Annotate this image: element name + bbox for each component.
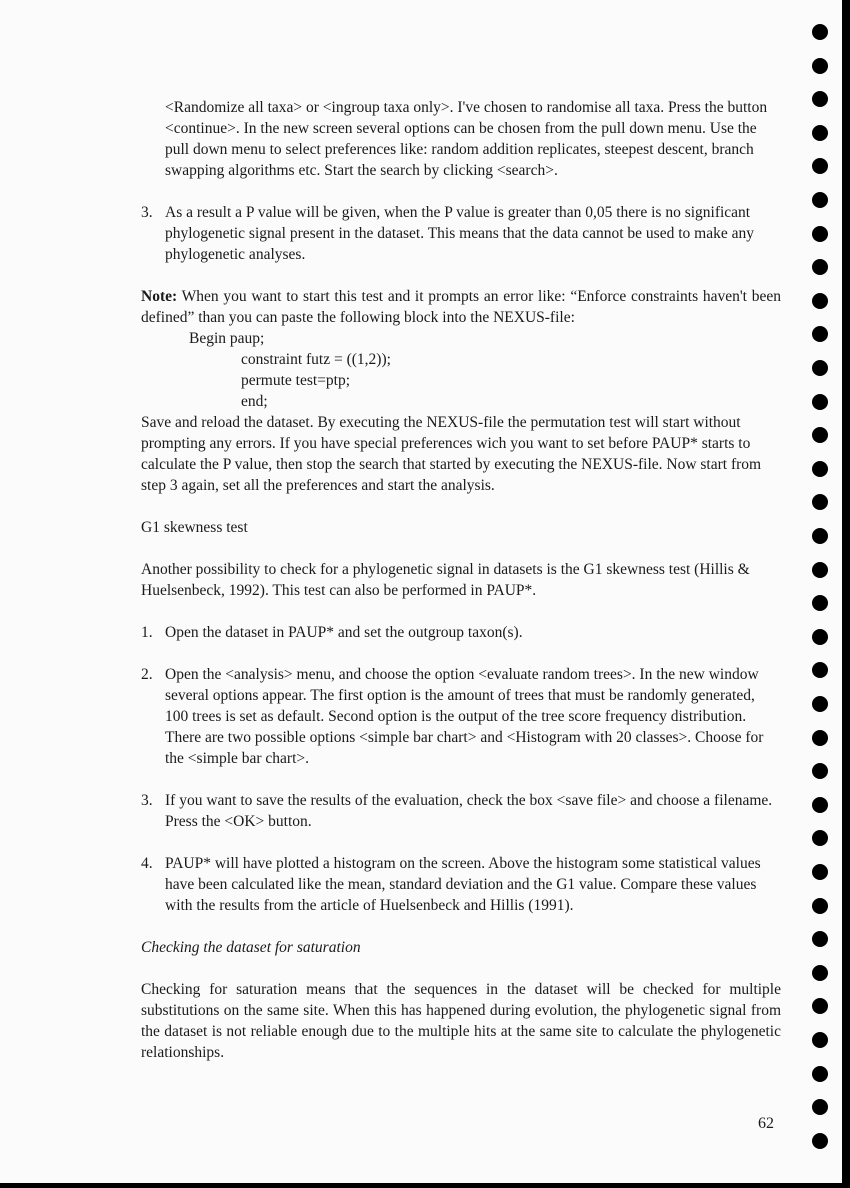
list-item-g1-step-4 xyxy=(141,853,781,916)
binding-hole xyxy=(812,259,828,275)
binding-hole xyxy=(812,730,828,746)
list-item-g1-step-3 xyxy=(141,790,781,832)
saturation-paragraph: Checking for saturation means that the sequences in the dataset will be checked for multiple substitutions on the same site. When this has happened during evolution, the phylogenetic signal from the dataset is not reliable enough due to the multiple hits at the same site to calculate the phylogenetic relationships. xyxy=(141,981,781,1061)
section-heading-g1: G1 skewness test xyxy=(141,519,248,536)
binding-hole xyxy=(812,830,828,846)
binding-hole xyxy=(812,427,828,443)
binding-hole xyxy=(812,965,828,981)
list-number: 3. xyxy=(141,204,153,221)
binding-holes xyxy=(812,24,832,1174)
binding-hole xyxy=(812,864,828,880)
code-block xyxy=(141,328,781,412)
binding-hole xyxy=(812,293,828,309)
binding-hole xyxy=(812,1032,828,1048)
code-line: permute test=ptp; xyxy=(241,372,351,389)
note-text: When you want to start this test and it prompts an error like: “Enforce constraints haven't been defined” than you can paste the following block into the NEXUS-file: xyxy=(141,288,781,326)
binding-hole xyxy=(812,797,828,813)
list-text: If you want to save the results of the evaluation, check the box <save file> and choose a filename. Press the <OK> button. xyxy=(165,792,773,830)
g1-paragraph: Another possibility to check for a phylogenetic signal in datasets is the G1 skewness test (Hillis & Huelsenbeck, 1992). This test can also be performed in PAUP*. xyxy=(141,561,750,599)
binding-hole xyxy=(812,125,828,141)
binding-hole xyxy=(812,595,828,611)
list-number: 4. xyxy=(141,855,153,872)
page-number: 62 xyxy=(758,1115,774,1132)
note-paragraph xyxy=(141,286,781,328)
binding-hole xyxy=(812,394,828,410)
binding-hole xyxy=(812,91,828,107)
list-item-g1-step-2 xyxy=(141,664,781,769)
code-line: constraint futz = ((1,2)); xyxy=(241,351,391,368)
binding-hole xyxy=(812,696,828,712)
binding-hole xyxy=(812,158,828,174)
binding-hole xyxy=(812,1099,828,1115)
binding-hole xyxy=(812,58,828,74)
binding-hole xyxy=(812,360,828,376)
binding-hole xyxy=(812,461,828,477)
binding-hole xyxy=(812,24,828,40)
note-label: Note: xyxy=(141,288,178,305)
list-number: 1. xyxy=(141,624,153,641)
binding-hole xyxy=(812,931,828,947)
binding-hole xyxy=(812,898,828,914)
binding-hole xyxy=(812,763,828,779)
binding-hole xyxy=(812,528,828,544)
list-text: As a result a P value will be given, when the P value is greater than 0,05 there is no significant phylogenetic signal present in the dataset. This means that the data cannot be used to make any phylogenetic analyses. xyxy=(165,204,754,263)
list-number: 2. xyxy=(141,666,153,683)
section-heading-saturation xyxy=(141,937,781,958)
binding-hole xyxy=(812,562,828,578)
binding-hole xyxy=(812,1066,828,1082)
binding-hole xyxy=(812,662,828,678)
page-content xyxy=(141,97,781,1063)
list-text: Open the <analysis> menu, and choose the option <evaluate random trees>. In the new window several options appear. The first option is the amount of trees that must be randomly generated, 100 trees is set as default. Second option is the output of the tree score frequency distribution. There are two possible options <simple bar chart> and <Histogram with 20 classes>. Choose for the <simple bar chart>. xyxy=(165,666,764,767)
binding-hole xyxy=(812,192,828,208)
saturation-heading-text: Checking the dataset for saturation xyxy=(141,939,361,956)
list-item-step-3 xyxy=(141,202,781,265)
list-text: PAUP* will have plotted a histogram on the screen. Above the histogram some statistical values have been calculated like the mean, standard deviation and the G1 value. Compare these values with the results from the article of Huelsenbeck and Hillis (1991). xyxy=(165,855,761,914)
code-line: Begin paup; xyxy=(189,330,265,347)
binding-hole xyxy=(812,326,828,342)
binding-hole xyxy=(812,494,828,510)
binding-hole xyxy=(812,629,828,645)
save-paragraph: Save and reload the dataset. By executing the NEXUS-file the permutation test will start without prompting any errors. If you have special preferences wich you want to set before PAUP* starts to calculate the P value, then stop the search that started by executing the NEXUS-file. Now start from step 3 again, set all the preferences and start the analysis. xyxy=(141,414,762,494)
list-number: 3. xyxy=(141,792,153,809)
binding-hole xyxy=(812,998,828,1014)
binding-hole xyxy=(812,226,828,242)
list-item-g1-step-1 xyxy=(141,622,781,643)
intro-paragraph: <Randomize all taxa> or <ingroup taxa only>. I've chosen to randomise all taxa. Press the button <continue>. In the new screen several options can be chosen from the pull down menu. Use the pull down menu to select preferences like: random addition replicates, steepest descent, branch swapping algorithms etc. Start the search by clicking <search>. xyxy=(165,99,768,179)
code-line: end; xyxy=(241,393,268,410)
binding-hole xyxy=(812,1133,828,1149)
list-text: Open the dataset in PAUP* and set the outgroup taxon(s). xyxy=(165,624,523,641)
